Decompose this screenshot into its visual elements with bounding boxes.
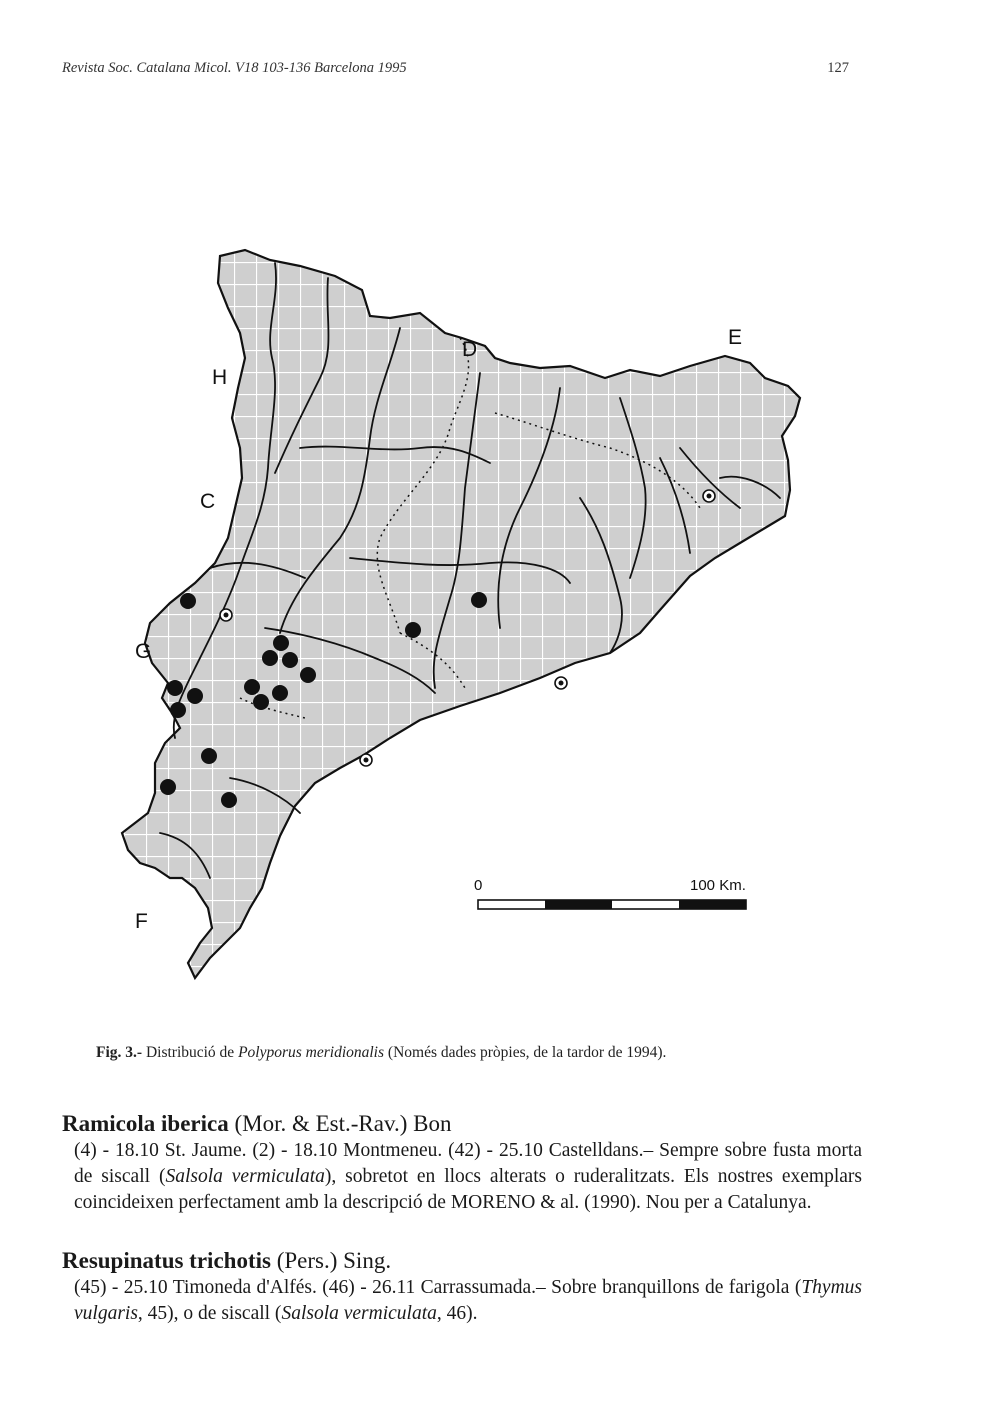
zone-label-g: G: [135, 640, 152, 663]
scale-start-label: 0: [474, 877, 483, 894]
scale-bar: [474, 877, 746, 909]
entry-text-part: , 46).: [436, 1303, 478, 1324]
record-marker: [244, 679, 260, 695]
distribution-map: [100, 238, 820, 983]
entry-text-part: ), sobretot en llocs alterats o ruderalitzats. Els nostres exemplars coincideixen perfectament amb la descripció de MORENO & al. (1990). Nou per a Catalunya.: [74, 1166, 862, 1213]
page-number: 127: [827, 60, 849, 76]
reference-marker: [703, 490, 715, 502]
figure-caption: [96, 1044, 666, 1062]
species-authority: (Mor. & Est.-Rav.) Bon: [228, 1111, 452, 1136]
entry-text: [74, 1138, 862, 1216]
running-head: [62, 60, 849, 77]
caption-text-before: Distribució de: [142, 1044, 239, 1061]
record-marker: [262, 650, 278, 666]
scale-end-label: 100 Km.: [690, 877, 746, 894]
entry-text-part: (4) - 18.10 St. Jaume. (2) - 18.10 Montmeneu. (42) - 25.10 Castelldans.– Sempre sobre fusta morta de siscall (: [74, 1140, 862, 1187]
entry-heading: [62, 1247, 862, 1275]
record-marker: [471, 592, 487, 608]
species-name: Resupinatus trichotis: [62, 1248, 271, 1273]
species-entry-ramicola: [62, 1110, 862, 1216]
record-marker: [405, 622, 421, 638]
record-marker: [300, 667, 316, 683]
species-authority: (Pers.) Sing.: [270, 1248, 392, 1273]
record-marker: [160, 779, 176, 795]
caption-species: Polyporus meridionalis: [238, 1044, 385, 1061]
reference-marker: [220, 609, 232, 621]
record-marker: [253, 694, 269, 710]
record-marker: [180, 593, 196, 609]
figure-label: Fig. 3.-: [96, 1044, 143, 1061]
journal-citation: Revista Soc. Catalana Micol. V18 103-136 Barcelona 1995: [62, 60, 407, 76]
zone-label-c: C: [200, 490, 216, 513]
entry-heading: [62, 1110, 862, 1138]
zone-label-d: D: [462, 338, 478, 361]
record-marker: [167, 680, 183, 696]
entry-text: [74, 1275, 862, 1327]
record-marker: [170, 702, 186, 718]
entry-text-part: , 45), o de siscall (: [137, 1303, 282, 1324]
record-marker: [201, 748, 217, 764]
record-marker: [273, 635, 289, 651]
entry-text-part: (45) - 25.10 Timoneda d'Alfés. (46) - 26.11 Carrassumada.– Sobre branquillons de farigola (: [74, 1277, 802, 1298]
species-entry-resupinatus: [62, 1247, 862, 1327]
entry-text-italic: Salsola vermiculata: [165, 1166, 325, 1187]
reference-marker: [360, 754, 372, 766]
zone-label-h: H: [212, 366, 228, 389]
entry-text-italic: Salsola vermiculata: [281, 1303, 437, 1324]
record-marker: [272, 685, 288, 701]
caption-text-after: (Només dades pròpies, de la tardor de 1994).: [384, 1044, 667, 1061]
zone-label-f: F: [135, 910, 148, 933]
record-marker: [187, 688, 203, 704]
species-name: Ramicola iberica: [62, 1111, 229, 1136]
entry-text-italic: Thymus vulgaris: [74, 1277, 862, 1324]
zone-label-e: E: [728, 326, 743, 349]
record-marker: [221, 792, 237, 808]
record-marker: [282, 652, 298, 668]
reference-marker: [555, 677, 567, 689]
